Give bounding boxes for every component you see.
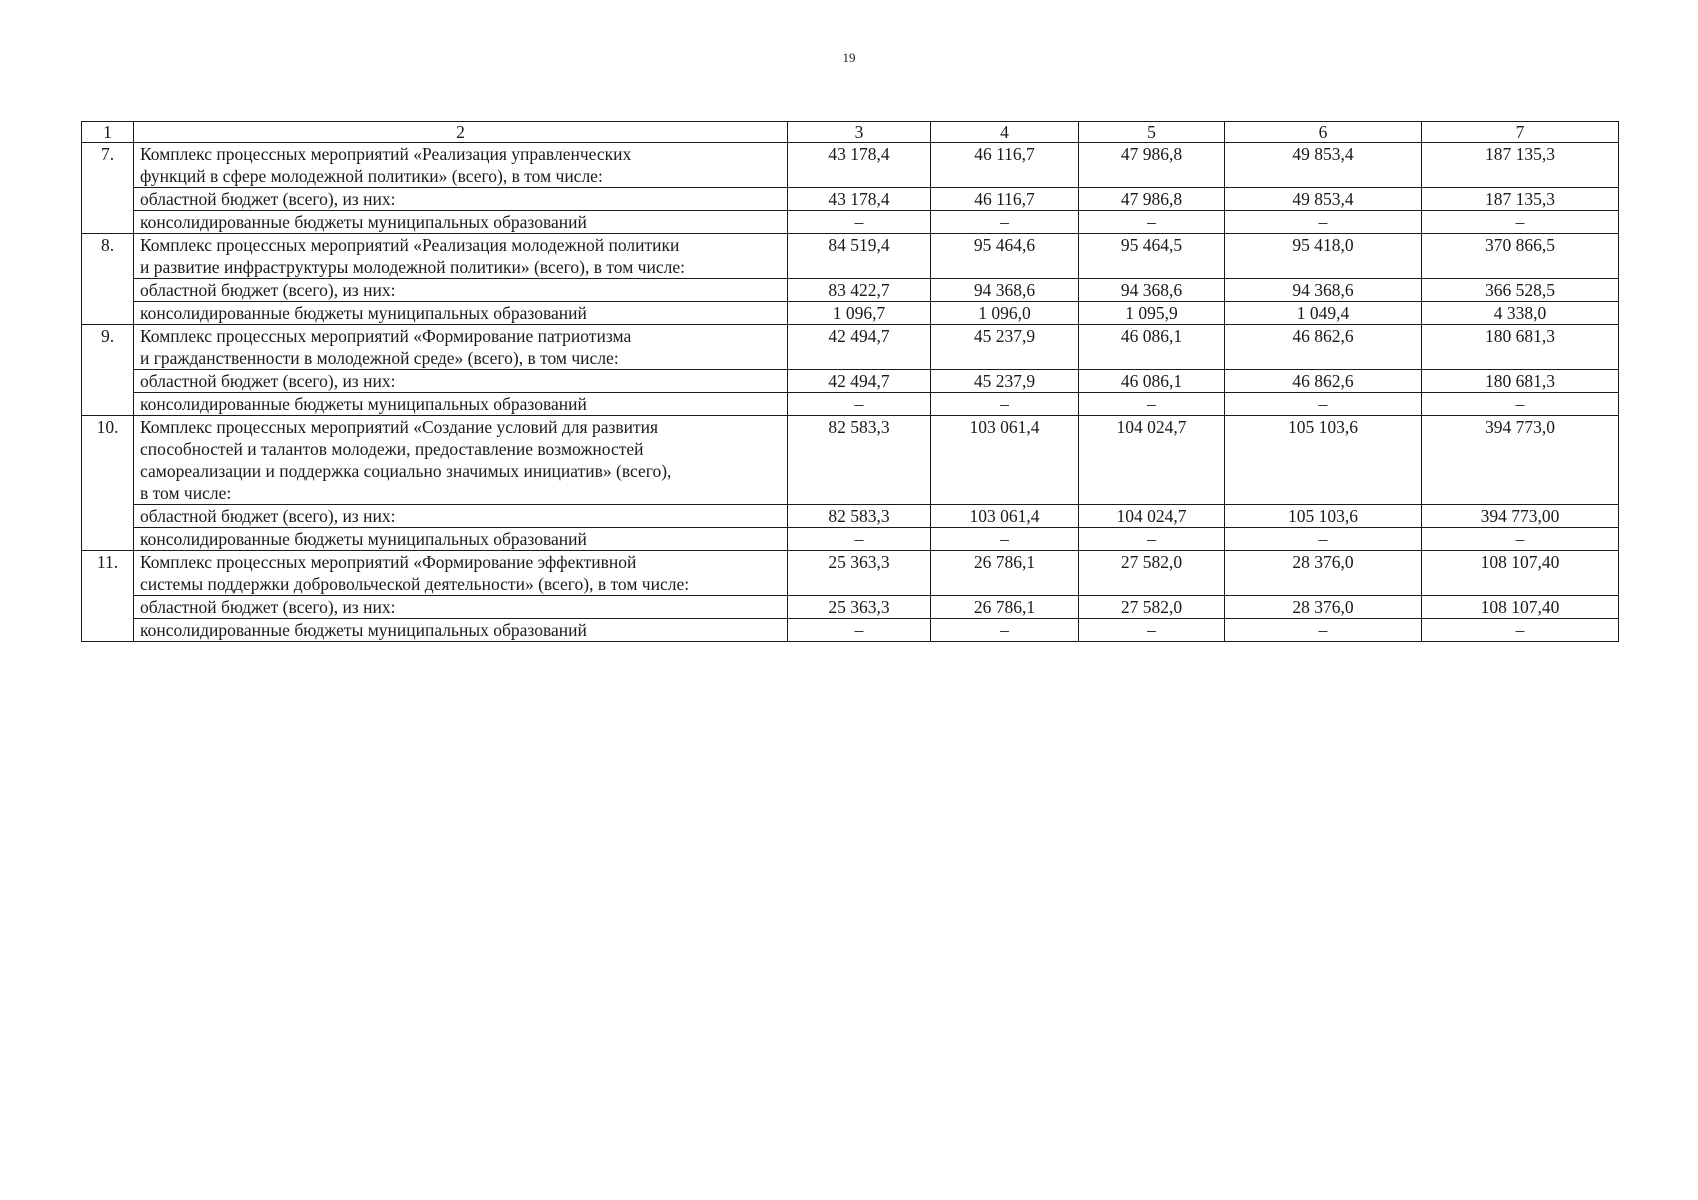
activity-title-line: в том числе: bbox=[140, 483, 232, 503]
table-row-regional bbox=[82, 188, 1619, 211]
value-cell: 49 853,4 bbox=[1225, 143, 1422, 188]
value-cell: 370 866,5 bbox=[1422, 234, 1619, 279]
value-cell: – bbox=[788, 619, 931, 642]
row-index: 10. bbox=[82, 416, 134, 551]
page-number: 19 bbox=[842, 50, 856, 65]
budget-table bbox=[81, 121, 1619, 642]
row-index: 8. bbox=[82, 234, 134, 325]
value-cell: 45 237,9 bbox=[931, 325, 1079, 370]
value-cell: 187 135,3 bbox=[1422, 143, 1619, 188]
value-cell: – bbox=[931, 393, 1079, 416]
activity-title bbox=[134, 551, 788, 596]
header-cell: 6 bbox=[1225, 122, 1422, 143]
value-cell: 108 107,40 bbox=[1422, 551, 1619, 596]
value-cell: 26 786,1 bbox=[931, 551, 1079, 596]
header-cell: 5 bbox=[1079, 122, 1225, 143]
activity-title bbox=[134, 143, 788, 188]
municipal-label: консолидированные бюджеты муниципальных образований bbox=[134, 619, 788, 642]
municipal-label: консолидированные бюджеты муниципальных образований bbox=[134, 528, 788, 551]
table-row-total bbox=[82, 551, 1619, 596]
regional-label: областной бюджет (всего), из них: bbox=[134, 188, 788, 211]
activity-title-line: Комплекс процессных мероприятий «Реализация молодежной политики bbox=[140, 235, 680, 255]
value-cell: 84 519,4 bbox=[788, 234, 931, 279]
value-cell: – bbox=[1225, 211, 1422, 234]
value-cell: 28 376,0 bbox=[1225, 596, 1422, 619]
table-row-municipal bbox=[82, 302, 1619, 325]
value-cell: 180 681,3 bbox=[1422, 370, 1619, 393]
table-row-municipal bbox=[82, 393, 1619, 416]
regional-label: областной бюджет (всего), из них: bbox=[134, 279, 788, 302]
table-row-municipal bbox=[82, 528, 1619, 551]
value-cell: 105 103,6 bbox=[1225, 505, 1422, 528]
row-index: 11. bbox=[82, 551, 134, 642]
table-row-regional bbox=[82, 596, 1619, 619]
value-cell: 180 681,3 bbox=[1422, 325, 1619, 370]
value-cell: – bbox=[1079, 211, 1225, 234]
activity-title-line: самореализации и поддержка социально значимых инициатив» (всего), bbox=[140, 461, 672, 481]
value-cell: – bbox=[788, 393, 931, 416]
municipal-label: консолидированные бюджеты муниципальных образований bbox=[134, 211, 788, 234]
value-cell: – bbox=[1422, 528, 1619, 551]
value-cell: – bbox=[788, 211, 931, 234]
value-cell: 43 178,4 bbox=[788, 143, 931, 188]
value-cell: 47 986,8 bbox=[1079, 188, 1225, 211]
value-cell: – bbox=[1225, 619, 1422, 642]
table-body bbox=[82, 122, 1619, 642]
value-cell: 28 376,0 bbox=[1225, 551, 1422, 596]
activity-title-line: Комплекс процессных мероприятий «Формирование эффективной bbox=[140, 552, 637, 572]
value-cell: 187 135,3 bbox=[1422, 188, 1619, 211]
value-cell: 49 853,4 bbox=[1225, 188, 1422, 211]
value-cell: 94 368,6 bbox=[931, 279, 1079, 302]
table-row-municipal bbox=[82, 619, 1619, 642]
value-cell: – bbox=[1225, 393, 1422, 416]
value-cell: 366 528,5 bbox=[1422, 279, 1619, 302]
value-cell: 82 583,3 bbox=[788, 416, 931, 505]
activity-title-line: Комплекс процессных мероприятий «Реализация управленческих bbox=[140, 144, 632, 164]
regional-label: областной бюджет (всего), из них: bbox=[134, 370, 788, 393]
value-cell: – bbox=[788, 528, 931, 551]
header-cell: 2 bbox=[134, 122, 788, 143]
value-cell: 104 024,7 bbox=[1079, 416, 1225, 505]
table-row-regional bbox=[82, 279, 1619, 302]
value-cell: 95 418,0 bbox=[1225, 234, 1422, 279]
value-cell: 46 086,1 bbox=[1079, 325, 1225, 370]
value-cell: 46 862,6 bbox=[1225, 325, 1422, 370]
value-cell: 47 986,8 bbox=[1079, 143, 1225, 188]
value-cell: 394 773,0 bbox=[1422, 416, 1619, 505]
activity-title-line: Комплекс процессных мероприятий «Формирование патриотизма bbox=[140, 326, 632, 346]
table-row-total bbox=[82, 234, 1619, 279]
value-cell: 46 086,1 bbox=[1079, 370, 1225, 393]
value-cell: 1 096,7 bbox=[788, 302, 931, 325]
value-cell: 103 061,4 bbox=[931, 505, 1079, 528]
value-cell: 83 422,7 bbox=[788, 279, 931, 302]
value-cell: 108 107,40 bbox=[1422, 596, 1619, 619]
row-index: 9. bbox=[82, 325, 134, 416]
header-cell: 4 bbox=[931, 122, 1079, 143]
value-cell: 103 061,4 bbox=[931, 416, 1079, 505]
value-cell: 94 368,6 bbox=[1079, 279, 1225, 302]
regional-label: областной бюджет (всего), из них: bbox=[134, 596, 788, 619]
value-cell: 95 464,5 bbox=[1079, 234, 1225, 279]
activity-title bbox=[134, 325, 788, 370]
activity-title bbox=[134, 416, 788, 505]
value-cell: – bbox=[1079, 619, 1225, 642]
value-cell: 46 116,7 bbox=[931, 188, 1079, 211]
value-cell: 27 582,0 bbox=[1079, 551, 1225, 596]
header-cell: 7 bbox=[1422, 122, 1619, 143]
value-cell: 94 368,6 bbox=[1225, 279, 1422, 302]
value-cell: – bbox=[1225, 528, 1422, 551]
value-cell: 394 773,00 bbox=[1422, 505, 1619, 528]
value-cell: – bbox=[1422, 211, 1619, 234]
table-row-regional bbox=[82, 370, 1619, 393]
value-cell: 1 095,9 bbox=[1079, 302, 1225, 325]
table-row-total bbox=[82, 143, 1619, 188]
value-cell: – bbox=[1079, 528, 1225, 551]
value-cell: 46 116,7 bbox=[931, 143, 1079, 188]
value-cell: 42 494,7 bbox=[788, 370, 931, 393]
activity-title-line: и развитие инфраструктуры молодежной политики» (всего), в том числе: bbox=[140, 257, 685, 277]
value-cell: 104 024,7 bbox=[1079, 505, 1225, 528]
row-index: 7. bbox=[82, 143, 134, 234]
value-cell: 95 464,6 bbox=[931, 234, 1079, 279]
value-cell: 26 786,1 bbox=[931, 596, 1079, 619]
header-cell: 3 bbox=[788, 122, 931, 143]
value-cell: 82 583,3 bbox=[788, 505, 931, 528]
header-row bbox=[82, 122, 1619, 143]
value-cell: 42 494,7 bbox=[788, 325, 931, 370]
table-row-total bbox=[82, 416, 1619, 505]
regional-label: областной бюджет (всего), из них: bbox=[134, 505, 788, 528]
activity-title-line: способностей и талантов молодежи, предоставление возможностей bbox=[140, 439, 644, 459]
value-cell: – bbox=[931, 619, 1079, 642]
header-cell: 1 bbox=[82, 122, 134, 143]
activity-title bbox=[134, 234, 788, 279]
value-cell: 45 237,9 bbox=[931, 370, 1079, 393]
value-cell: 46 862,6 bbox=[1225, 370, 1422, 393]
value-cell: – bbox=[931, 211, 1079, 234]
value-cell: – bbox=[931, 528, 1079, 551]
municipal-label: консолидированные бюджеты муниципальных образований bbox=[134, 393, 788, 416]
table-row-total bbox=[82, 325, 1619, 370]
value-cell: 4 338,0 bbox=[1422, 302, 1619, 325]
value-cell: 1 096,0 bbox=[931, 302, 1079, 325]
activity-title-line: системы поддержки добровольческой деятельности» (всего), в том числе: bbox=[140, 574, 690, 594]
value-cell: 1 049,4 bbox=[1225, 302, 1422, 325]
value-cell: 105 103,6 bbox=[1225, 416, 1422, 505]
activity-title-line: Комплекс процессных мероприятий «Создание условий для развития bbox=[140, 417, 659, 437]
value-cell: 25 363,3 bbox=[788, 551, 931, 596]
value-cell: 25 363,3 bbox=[788, 596, 931, 619]
value-cell: – bbox=[1422, 393, 1619, 416]
value-cell: – bbox=[1422, 619, 1619, 642]
municipal-label: консолидированные бюджеты муниципальных образований bbox=[134, 302, 788, 325]
activity-title-line: функций в сфере молодежной политики» (всего), в том числе: bbox=[140, 166, 603, 186]
value-cell: – bbox=[1079, 393, 1225, 416]
table-row-regional bbox=[82, 505, 1619, 528]
table-row-municipal bbox=[82, 211, 1619, 234]
value-cell: 43 178,4 bbox=[788, 188, 931, 211]
activity-title-line: и гражданственности в молодежной среде» (всего), в том числе: bbox=[140, 348, 619, 368]
value-cell: 27 582,0 bbox=[1079, 596, 1225, 619]
